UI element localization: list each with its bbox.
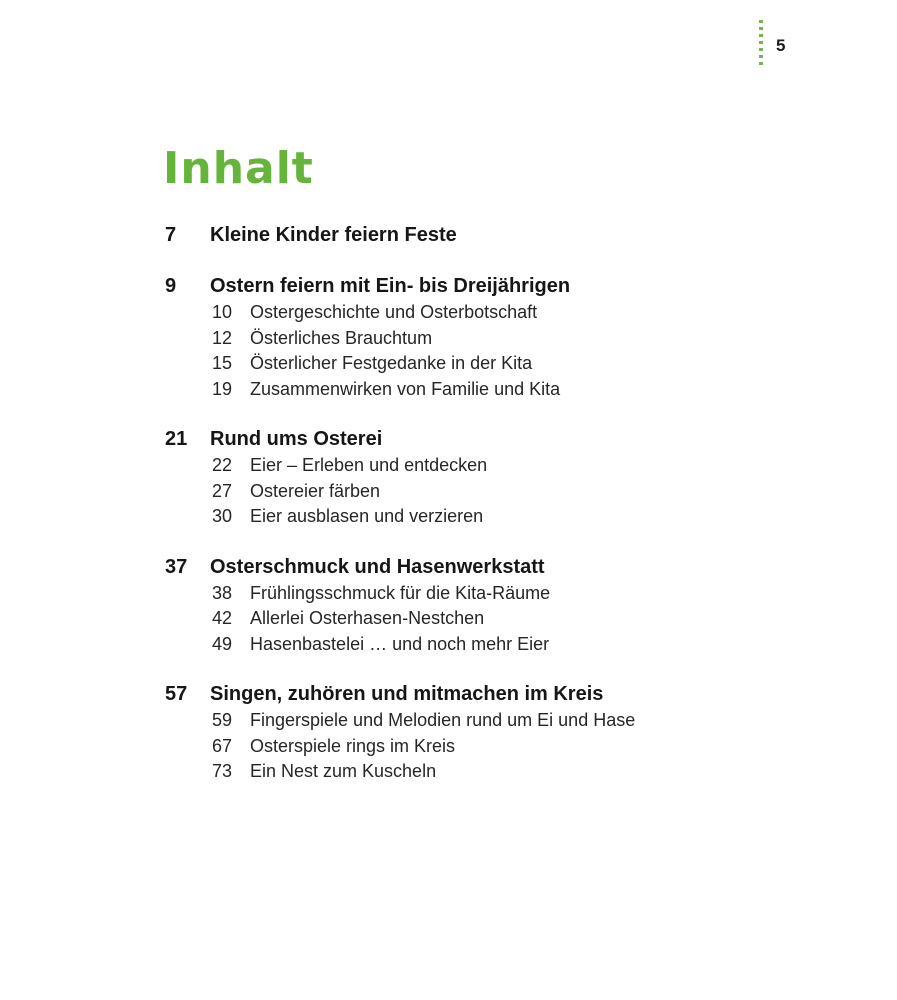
chapter-page-number: 9 <box>165 275 177 297</box>
toc-sub-row <box>165 479 725 505</box>
toc-sub-row <box>165 734 725 760</box>
sub-title: Ostergeschichte und Osterbotschaft <box>250 302 538 322</box>
toc-section <box>165 273 725 402</box>
sub-title: Fingerspiele und Melodien rund um Ei und Hase <box>250 710 636 730</box>
toc-section <box>165 222 725 249</box>
table-of-contents <box>165 222 725 809</box>
toc-sub-row <box>165 453 725 479</box>
page-title: Inhalt <box>163 143 314 194</box>
dotted-rule-decoration <box>759 20 763 66</box>
chapter-page-number: 37 <box>165 555 188 578</box>
toc-sub-row <box>165 377 725 403</box>
sub-page-number: 15 <box>212 353 233 373</box>
sub-page-number: 10 <box>212 302 233 322</box>
chapter-page-number: 21 <box>165 428 188 450</box>
sub-title: Hasenbastelei … und noch mehr Eier <box>250 633 550 654</box>
toc-sub-row <box>165 708 725 734</box>
toc-sub-row <box>165 632 725 658</box>
chapter-title: Rund ums Osterei <box>210 428 383 450</box>
toc-sub-row <box>165 351 725 377</box>
toc-chapter-row <box>165 681 725 708</box>
sub-page-number: 73 <box>212 761 233 781</box>
sub-page-number: 59 <box>212 710 233 730</box>
toc-sub-row <box>165 504 725 530</box>
chapter-title: Ostern feiern mit Ein- bis Dreijährigen <box>210 275 571 297</box>
toc-chapter-row <box>165 554 725 581</box>
sub-title: Ein Nest zum Kuscheln <box>250 761 437 781</box>
sub-page-number: 38 <box>212 582 233 603</box>
sub-page-number: 12 <box>212 327 233 348</box>
chapter-page-number: 7 <box>165 224 177 246</box>
sub-page-number: 67 <box>212 735 233 756</box>
sub-title: Osterspiele rings im Kreis <box>250 735 456 756</box>
sub-title: Allerlei Osterhasen-Nestchen <box>250 608 485 628</box>
chapter-page-number: 57 <box>165 683 188 705</box>
sub-page-number: 19 <box>212 378 233 399</box>
toc-sub-row <box>165 326 725 352</box>
sub-page-number: 42 <box>212 608 233 628</box>
sub-title: Österlicher Festgedanke in der Kita <box>250 353 533 373</box>
chapter-title: Kleine Kinder feiern Feste <box>210 224 457 246</box>
sub-title: Frühlingsschmuck für die Kita-Räume <box>250 582 551 603</box>
sub-title: Eier – Erleben und entdecken <box>250 455 488 475</box>
sub-title: Ostereier färben <box>250 480 381 501</box>
toc-section <box>165 426 725 530</box>
sub-page-number: 30 <box>212 506 233 526</box>
toc-sub-row <box>165 759 725 785</box>
sub-title: Österliches Brauchtum <box>250 327 433 348</box>
sub-page-number: 49 <box>212 633 233 654</box>
chapter-title: Osterschmuck und Hasenwerkstatt <box>210 555 545 578</box>
sub-page-number: 27 <box>212 480 233 501</box>
toc-chapter-row <box>165 222 725 249</box>
toc-section <box>165 554 725 658</box>
toc-sub-row <box>165 300 725 326</box>
toc-section <box>165 681 725 785</box>
page-number: 5 <box>776 36 786 55</box>
sub-page-number: 22 <box>212 455 233 475</box>
sub-title: Eier ausblasen und verzieren <box>250 506 484 526</box>
toc-chapter-row <box>165 273 725 300</box>
toc-sub-row <box>165 606 725 632</box>
chapter-title: Singen, zuhören und mitmachen im Kreis <box>210 683 604 705</box>
toc-sub-row <box>165 581 725 607</box>
toc-chapter-row <box>165 426 725 453</box>
sub-title: Zusammenwirken von Familie und Kita <box>250 378 561 399</box>
